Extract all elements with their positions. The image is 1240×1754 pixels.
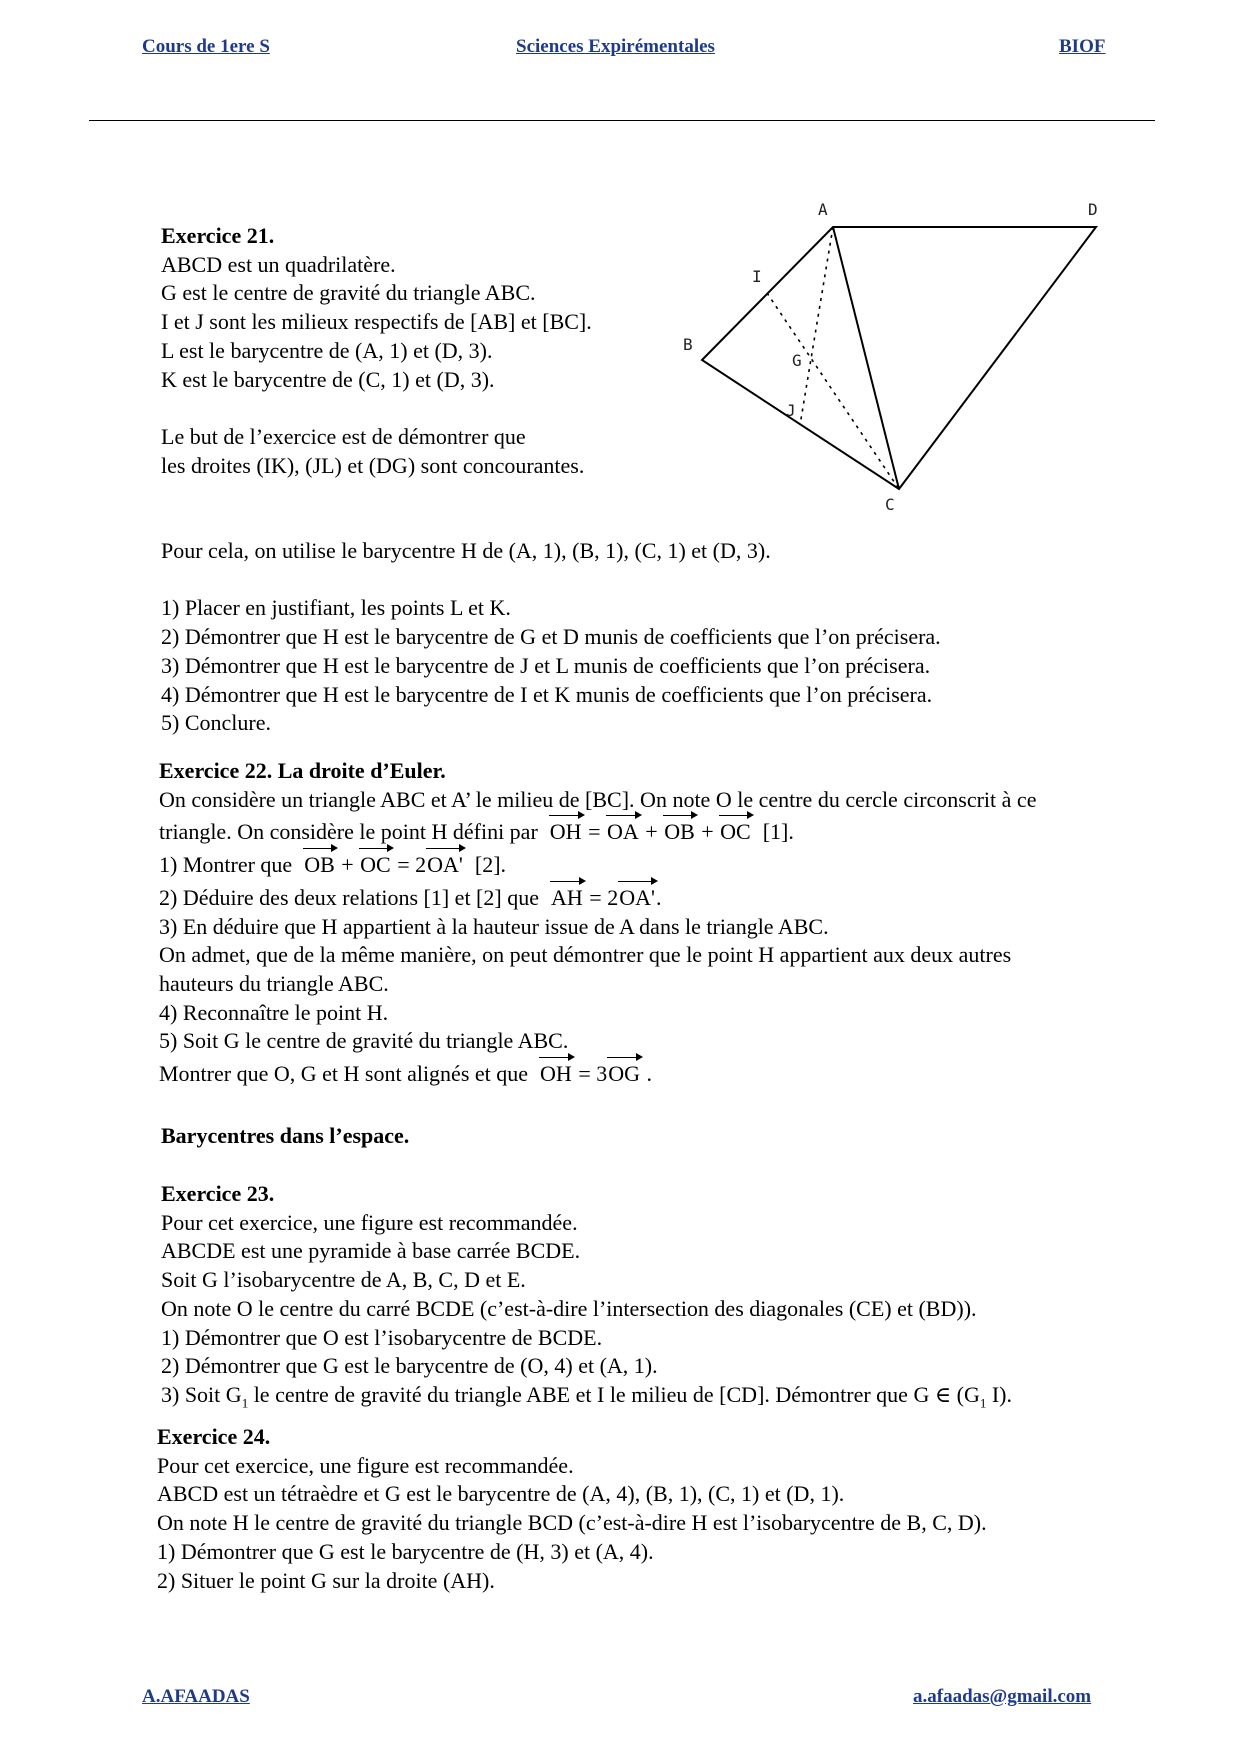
vector-ob: OB (663, 818, 696, 847)
ex21-line: L est le barycentre de (A, 1) et (D, 3). (161, 337, 493, 363)
label-g: G (792, 351, 802, 370)
ex21-question: 2) Démontrer que H est le barycentre de G et D munis de coefficients que l’on précisera. (161, 624, 941, 650)
ex21-question: 5) Conclure. (161, 710, 271, 736)
vector-ob: OB (303, 851, 336, 880)
exercise-21-intro (161, 222, 592, 480)
exercise-21-questions (161, 537, 941, 738)
ex21-method: Pour cela, on utilise le barycentre H de (A, 1), (B, 1), (C, 1) et (D, 3). (161, 538, 771, 563)
vector-oh: OH (549, 818, 583, 847)
header-section[interactable]: Sciences Expirémentales (516, 36, 715, 57)
ex21-question: 4) Démontrer que H est le barycentre de I et K munis de coefficients que l’on précisera. (161, 681, 933, 707)
vector-ah: AH (550, 884, 584, 913)
ex22-question-1: 1) Montrer que OB + OC = 2OA' [2]. (159, 851, 1036, 880)
ex21-goal: Le but de l’exercice est de démontrer que (161, 423, 526, 449)
vector-oh: OH (539, 1060, 573, 1089)
ex22-question-5b: Montrer que O, G et H sont alignés et que OH = 3OG . (159, 1060, 1036, 1089)
ex22-question-3: 3) En déduire que H appartient à la hauteur issue de A dans le triangle ABC. (159, 913, 829, 939)
ex24-line: Pour cet exercice, une figure est recommandée. (157, 1452, 574, 1478)
ex24-line: 1) Démontrer que G est le barycentre de (H, 3) et (A, 4). (157, 1538, 654, 1564)
ex22-line: On admet, que de la même manière, on peut démontrer que le point H appartient aux deux autres (159, 942, 1012, 968)
ex23-line: ABCDE est une pyramide à base carrée BCDE. (161, 1238, 581, 1264)
label-b: B (683, 335, 693, 354)
vector-oa-prime: OA' (426, 851, 464, 880)
vector-oc: OC (719, 818, 752, 847)
ex23-line: 1) Démontrer que O est l’isobarycentre de BCDE. (161, 1324, 603, 1350)
label-c: C (885, 495, 895, 514)
label-i: I (752, 267, 762, 286)
ex21-question: 1) Placer en justifiant, les points L et K. (161, 595, 511, 621)
footer-email[interactable]: a.afaadas@gmail.com (913, 1686, 1092, 1707)
ex22-question-2: 2) Déduire des deux relations [1] et [2] que AH = 2OA'. (159, 884, 1036, 913)
exercise-23 (161, 1180, 1012, 1418)
header-course[interactable]: Cours de 1ere S (142, 36, 270, 57)
footer-author[interactable]: A.AFAADAS (142, 1686, 250, 1707)
vector-oa: OA (606, 818, 640, 847)
header-biof[interactable]: BIOF (1059, 36, 1106, 57)
ex21-line: ABCD est un quadrilatère. (161, 251, 396, 277)
ex21-line: I et J sont les milieux respectifs de [AB] et [BC]. (161, 309, 592, 335)
segment-ac (833, 227, 899, 489)
vector-og: OG (607, 1060, 641, 1089)
ex22-question-5: 5) Soit G le centre de gravité du triangle ABC. (159, 1028, 569, 1054)
section-title: Barycentres dans l’espace. (161, 1123, 410, 1148)
exercise-24 (157, 1423, 987, 1595)
label-j: J (786, 401, 796, 420)
ex23-question-3: 3) Soit $G_1$ le centre de gravité du triangle ABE et I le milieu de [CD]. Démontrer que G ∈ ($G_1$ I). (161, 1381, 1012, 1411)
vector-oa-prime: OA' (618, 884, 656, 913)
ex22-question-4: 4) Reconnaître le point H. (159, 999, 389, 1025)
ex24-line: 2) Situer le point G sur la droite (AH). (157, 1567, 495, 1593)
exercise-24-title: Exercice 24. (157, 1424, 271, 1449)
ex23-line: 2) Démontrer que G est le barycentre de (O, 4) et (A, 1). (161, 1353, 658, 1379)
ex21-goal: les droites (IK), (JL) et (DG) sont concourantes. (161, 452, 585, 478)
exercise-22-title: Exercice 22. La droite d’Euler. (159, 758, 446, 783)
ex23-line: On note O le centre du carré BCDE (c’est-à-dire l’intersection des diagonales (CE) et (BD)). (161, 1295, 977, 1321)
ex21-line: K est le barycentre de (C, 1) et (D, 3). (161, 366, 495, 392)
label-a: A (818, 200, 828, 219)
ex23-line: Soit G l’isobarycentre de A, B, C, D et E. (161, 1267, 526, 1293)
exercise-23-title: Exercice 23. (161, 1181, 275, 1206)
ex21-question: 3) Démontrer que H est le barycentre de J et L munis de coefficients que l’on précisera. (161, 652, 931, 678)
ex24-line: ABCD est un tétraèdre et G est le barycentre de (A, 4), (B, 1), (C, 1) et (D, 1). (157, 1481, 845, 1507)
ex24-line: On note H le centre de gravité du triangle BCD (c’est-à-dire H est l’isobarycentre de B, C, D). (157, 1510, 987, 1536)
quadrilateral-figure (680, 196, 1120, 526)
ex22-def-h: triangle. On considère le point H défini par OH = OA + OB + OC [1]. (159, 818, 1036, 847)
exercise-21-title: Exercice 21. (161, 223, 275, 248)
ex22-line: hauteurs du triangle ABC. (159, 970, 389, 996)
median-ci (767, 293, 899, 489)
label-d: D (1088, 200, 1098, 219)
vector-oc: OC (359, 851, 392, 880)
ex22-line: On considère un triangle ABC et A’ le milieu de [BC]. On note O le centre du cercle circonscrit à ce (159, 786, 1037, 812)
ex23-line: Pour cet exercice, une figure est recommandée. (161, 1209, 578, 1235)
exercise-22 (159, 757, 1036, 1089)
ex21-line: G est le centre de gravité du triangle ABC. (161, 280, 536, 306)
header-rule (89, 120, 1155, 121)
